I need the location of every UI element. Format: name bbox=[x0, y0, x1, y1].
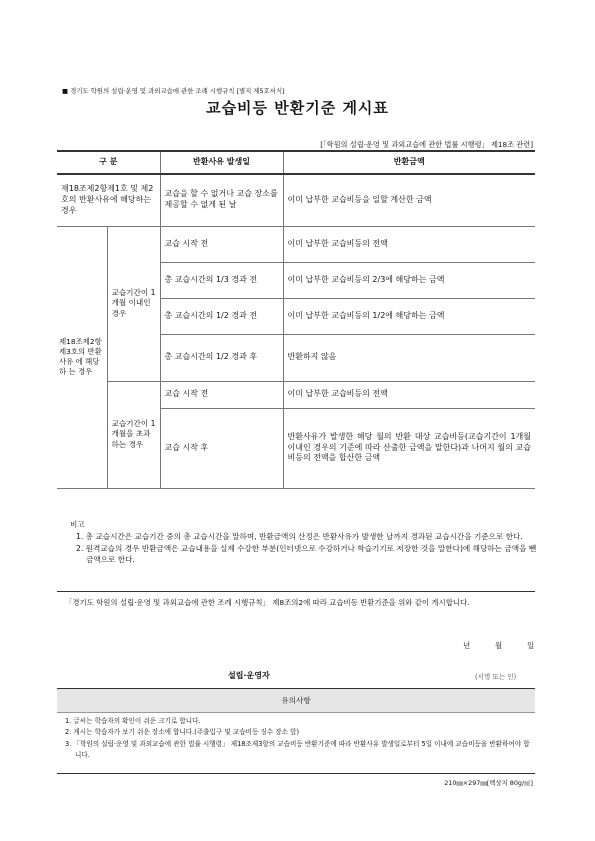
section-divider bbox=[57, 591, 535, 592]
signature-org: 설립·운영자 bbox=[228, 671, 270, 680]
sub1-row4-reason: 총 교습시간의 1/2 경과 후 bbox=[160, 334, 283, 381]
table-row bbox=[57, 226, 535, 262]
table-row bbox=[57, 174, 535, 226]
note-item: 2. 원격교습의 경우 반환금액은 교습내용을 실제 수강한 부분(인터넷으로 수강하거나 학습기기로 저장한 것을 말한다)에 해당하는 금액을 뺀 금액으로 한다. bbox=[76, 543, 537, 565]
refund-criteria-table bbox=[57, 150, 535, 489]
sub2-row2-amount: 반환사유가 발생한 해당 월의 반환 대상 교습비등(교습기간이 1개월 이내인 경우의 기준에 따라 산출한 금액을 말한다)과 나머지 월의 교습비등의 전액을 합산한 금액 bbox=[283, 408, 535, 488]
date-day: 일 bbox=[527, 641, 535, 650]
notice-item: 1. 글씨는 학습자의 확인이 쉬운 크기로 합니다. bbox=[65, 717, 201, 725]
document-title: 교습비등 반환기준 게시표 bbox=[206, 99, 389, 117]
sub2-row1-reason: 교습 시작 전 bbox=[160, 381, 283, 408]
table-row bbox=[57, 381, 535, 408]
sub2-row1-amount: 이미 납부한 교습비등의 전액 bbox=[283, 381, 535, 408]
form-reference: ■ 경기도 학원의 설립·운영 및 과외교습에 관한 조례 시행규칙 [별지 제5호서식] bbox=[62, 87, 285, 95]
sub1-row4-amount: 반환하지 않음 bbox=[283, 334, 535, 381]
paper-spec: 210㎜×297㎜[백상지 80g/㎡] bbox=[444, 779, 533, 787]
note-item: 1. 총 교습시간은 교습기간 중의 총 교습시간을 말하며, 반환금액의 산정은 반환사유가 발생한 날까지 경과된 교습시간을 기준으로 한다. bbox=[76, 531, 523, 541]
row1-category: 제18조제2항제1호 및 제2호의 반환사유에 해당하는 경우 bbox=[57, 174, 160, 226]
row1-reason: 교습을 할 수 없거나 교습 장소를 제공할 수 없게 된 날 bbox=[160, 174, 283, 226]
notes-section bbox=[70, 519, 540, 566]
notes-heading: 비고 bbox=[70, 520, 85, 529]
notice-item: 3. 「학원의 설립·운영 및 과외교습에 관한 법률 시행령」 제18조제3항의 교습비등 반환기준에 따라 반환사유 발생일로부터 5일 이내에 교습비등을 반환하여야 합니다. bbox=[65, 739, 530, 759]
table-header-row bbox=[57, 151, 535, 174]
law-reference: [「학원의 설립·운영 및 과외교습에 관한 법률 시행령」 제18조 관련] bbox=[320, 140, 533, 149]
sub1-row3-reason: 총 교습시간의 1/2 경과 전 bbox=[160, 298, 283, 334]
header-reason: 반환사유 발생일 bbox=[160, 151, 283, 174]
date-month: 월 bbox=[495, 641, 503, 650]
sub1-row2-amount: 이미 납부한 교습비등의 2/3에 해당하는 금액 bbox=[283, 262, 535, 298]
sub1-row2-reason: 총 교습시간의 1/3 경과 전 bbox=[160, 262, 283, 298]
group2-category: 제18조제2항 제3호의 반환사유 에 해당하 는 경우 bbox=[57, 226, 107, 488]
header-category: 구 분 bbox=[57, 151, 160, 174]
header-amount: 반환금액 bbox=[283, 151, 535, 174]
sub2-row2-reason: 교습 시작 후 bbox=[160, 408, 283, 488]
sub1-label: 교습기간이 1개월 이내인 경우 bbox=[107, 226, 160, 381]
sub1-row3-amount: 이미 납부한 교습비등의 1/2에 해당하는 금액 bbox=[283, 298, 535, 334]
sub1-row1-reason: 교습 시작 전 bbox=[160, 226, 283, 262]
posting-statement: 「경기도 학원의 설립·운영 및 과외교습에 관한 조례 시행규칙」 제8조의2에 따라 교습비등 반환기준을 위와 같이 게시합니다. bbox=[65, 598, 470, 607]
sub1-row1-amount: 이미 납부한 교습비등의 전액 bbox=[283, 226, 535, 262]
date-year: 년 bbox=[463, 641, 471, 650]
sub2-label: 교습기간이 1개월을 초과하는 경우 bbox=[107, 381, 160, 488]
notice-list bbox=[63, 716, 531, 761]
signature-seal: (서명 또는 인) bbox=[475, 673, 517, 681]
notice-heading: 유의사항 bbox=[57, 689, 535, 713]
row1-amount: 이미 납부한 교습비등을 일할 계산한 금액 bbox=[283, 174, 535, 226]
notice-item: 2. 게시는 학습자가 보기 쉬운 장소에 합니다.(주출입구 및 교습비등 징수 장소 앞) bbox=[65, 728, 300, 737]
notice-box bbox=[57, 688, 535, 774]
